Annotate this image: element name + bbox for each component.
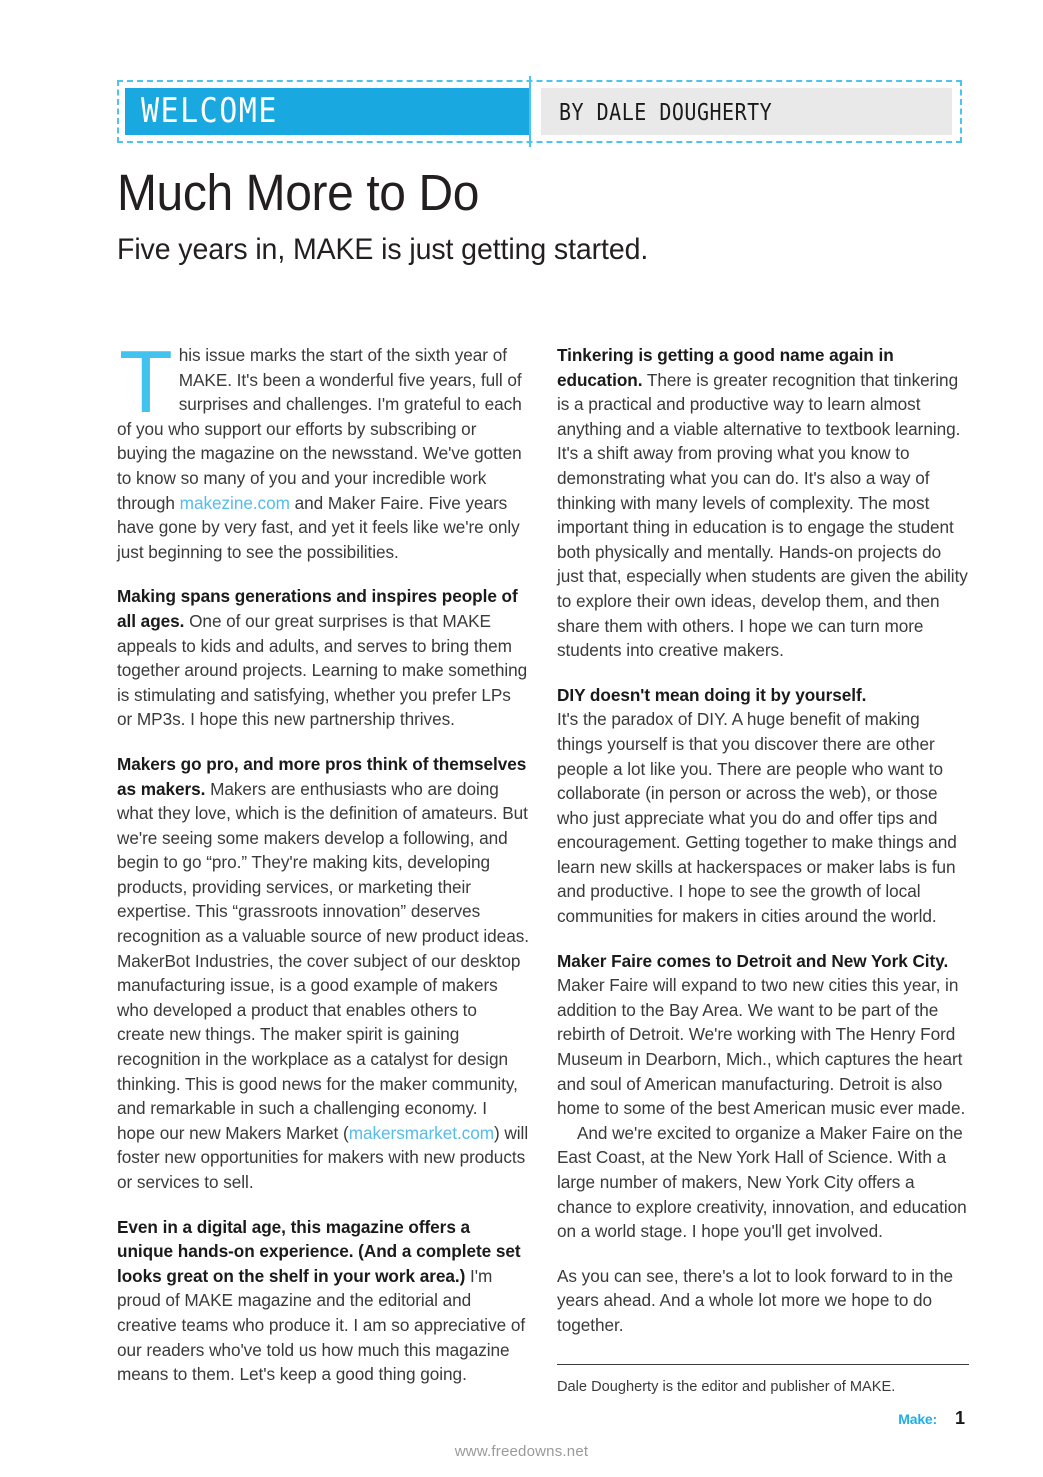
paragraph-intro-text-a: his issue marks the start of the sixth year of MAKE. It's been a wonderful five years, full of surprises and challenges. I'm grateful to each of you who support our efforts by subscribing or buying the magazine on the newsstand. We've gotten to know so many of you and your incredible work through [117, 345, 522, 513]
paragraph-diy [557, 683, 969, 929]
paragraph-closing-text: As you can see, there's a lot to look forward to in the years ahead. And a whole lot more we hope to do together. [557, 1265, 954, 1335]
paragraph-body-digital-age: I'm proud of MAKE magazine and the editorial and creative teams who produce it. I am so appreciative of our readers who've told us how much this magazine means to them. Let's keep a good thing going. [117, 1265, 526, 1385]
paragraph-east-coast [557, 1121, 969, 1244]
paragraph-intro [117, 332, 529, 564]
paragraph-lead-tinkering: Tinkering is getting a good name again in education. [557, 345, 894, 390]
paragraph-tinkering [557, 343, 969, 663]
page-subtitle: Five years in, MAKE is just getting started. [117, 233, 649, 267]
link-makersmarket[interactable]: makersmarket.com [348, 1122, 495, 1143]
page-number: 1 [954, 1408, 965, 1428]
paragraph-making-spans [117, 584, 529, 732]
paragraph-body-making-spans: One of our great surprises is that MAKE appeals to kids and adults, and serves to bring them together around projects. Learning to make something is stimulating and satisfying, whether you prefer LPs or MP3s. I hope this new partnership thrives. [117, 610, 528, 730]
paragraph-lead-diy: DIY doesn't mean doing it by yourself. [557, 684, 867, 705]
author-credit: Dale Dougherty is the editor and publisher of MAKE. [557, 1378, 896, 1395]
article-body [117, 332, 969, 1397]
section-header-strip [117, 80, 962, 143]
column-right [557, 343, 969, 1397]
byline-text: BY DALE DOUGHERTY [559, 97, 773, 126]
section-label: WELCOME [141, 91, 278, 131]
page-title: Much More to Do [117, 164, 480, 221]
paragraph-digital-age [117, 1215, 529, 1387]
make-brand-logo: Make: [898, 1411, 937, 1427]
paragraph-body-diy: It's the paradox of DIY. A huge benefit of making things yourself is that you discover there are other people a lot like you. There are people who want to collaborate (in person or across the web), or those who just appreciate what you do and offer tips and encouragement. Getting together to make things and learn new skills at hackerspaces or maker labs is fun and productive. I hope to see the growth of local communities for makers in cities around the world. [557, 709, 957, 927]
paragraph-lead-making-spans: Making spans generations and inspires people of all ages. [117, 586, 518, 631]
paragraph-makers-go-pro [117, 752, 529, 1195]
paragraph-east-coast-text: And we're excited to organize a Maker Faire on the East Coast, at the New York Hall of Science. With a large number of makers, New York City offers a chance to explore creativity, innovation, and education on a world stage. I hope you'll get involved. [557, 1122, 967, 1242]
paragraph-body-makers-go-pro-b: ) will foster new opportunities for makers with new products or services to sell. [117, 1122, 529, 1192]
paragraph-intro-text-b: and Maker Faire. Five years have gone by very fast, and yet it feels like we're only just beginning to see the possibilities. [117, 492, 520, 562]
paragraph-body-maker-faire: Maker Faire will expand to two new cities this year, in addition to the Bay Area. We want to be part of the rebirth of Detroit. We're working with The Henry Ford Museum in Dearborn, Mich., which captures the heart and soul of American manufacturing. Detroit is also home to some of the best American music ever made. [557, 975, 966, 1119]
section-label-container [119, 82, 529, 141]
column-left [117, 332, 529, 1397]
drop-cap: T [119, 332, 173, 431]
credit-divider [557, 1364, 969, 1365]
paragraph-body-makers-go-pro-a: Makers are enthusiasts who are doing what they love, which is the definition of amateurs. But we're seeing some makers develop a following, and begin to go “pro.” They're making kits, developing products, providing services, or marketing their expertise. This “grassroots innovation” deserves recognition as a valuable source of new product ideas. MakerBot Industries, the cover subject of our desktop manufacturing issue, is a good example of makers who developed a product that enables others to create new things. The maker spirit is gaining recognition in the workplace as a catalyst for design thinking. This is good news for the maker community, and remarkable in such a challenging economy. I hope our new Makers Market ( [117, 778, 529, 1143]
paragraph-body-tinkering: There is greater recognition that tinkering is a practical and productive way to learn almost anything and a viable alternative to textbook learning. It's a shift away from proving what you know to demonstrating what you can do. It's also a way of thinking with many levels of complexity. The most important thing in education is to engage the student both physically and mentally. Hands-on projects do just that, especially when students are given the ability to explore their own ideas, develop them, and then share them with others. I hope we can turn more students into creative makers. [557, 369, 968, 661]
byline-container [531, 82, 960, 141]
paragraph-maker-faire [557, 949, 969, 1121]
watermark-text: www.freedowns.net [454, 1443, 589, 1460]
link-makezine[interactable]: makezine.com [179, 492, 290, 513]
paragraph-lead-digital-age: Even in a digital age, this magazine offers a unique hands-on experience. (And a complete set looks great on the shelf in your work area.) [117, 1216, 521, 1286]
page-footer [898, 1408, 965, 1429]
paragraph-lead-makers-go-pro: Makers go pro, and more pros think of themselves as makers. [117, 753, 527, 799]
welcome-badge [125, 88, 529, 135]
paragraph-lead-maker-faire: Maker Faire comes to Detroit and New York City. [557, 950, 949, 971]
title-block [117, 166, 977, 267]
paragraph-closing [557, 1264, 969, 1338]
byline-badge [541, 88, 952, 135]
